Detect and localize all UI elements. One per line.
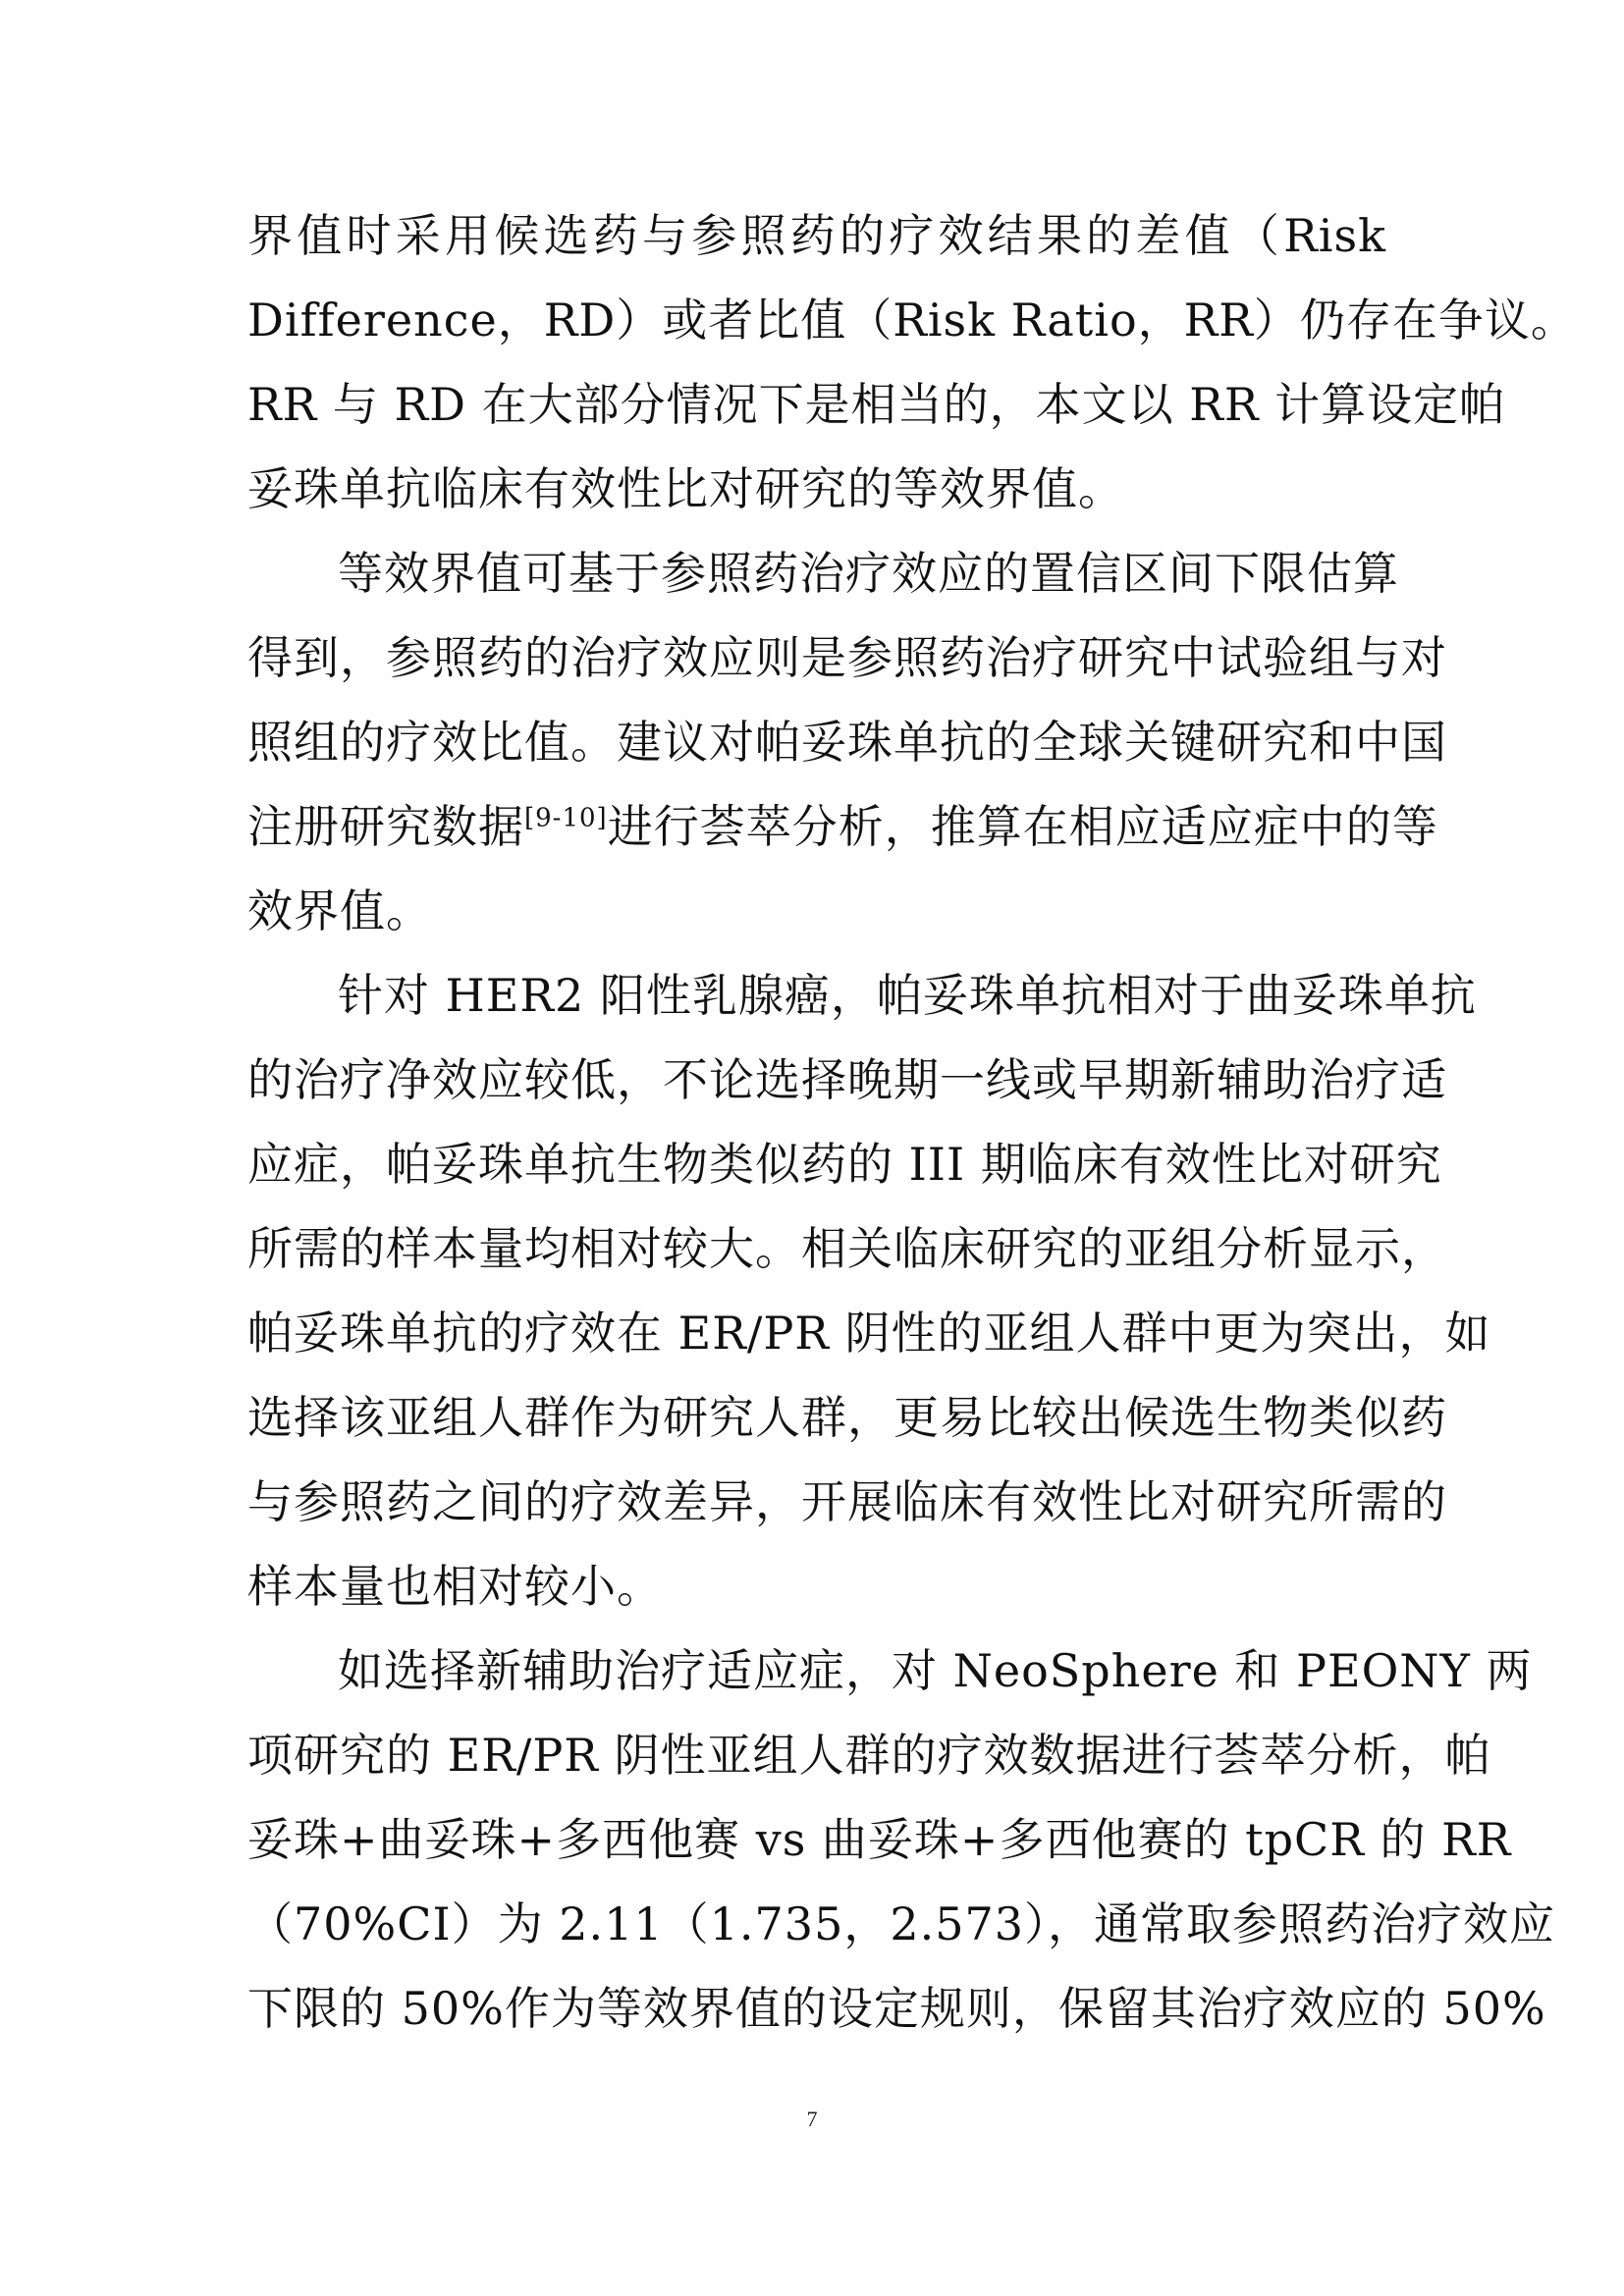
text-segment: 进行荟萃分析，推算在相应适应症中的等	[607, 800, 1438, 853]
text-line: 选择该亚组人群作为研究人群，更易比较出候选生物类似药	[247, 1391, 1447, 1444]
text-line: 妥珠单抗临床有效性比对研究的等效界值。	[247, 462, 1124, 515]
text-line: 所需的样本量均相对较大。相关临床研究的亚组分析显示，	[247, 1222, 1447, 1275]
text-line: 项研究的 ER/PR 阴性亚组人群的疗效数据进行荟萃分析，帕	[247, 1729, 1491, 1782]
citation-reference: [9-10]	[524, 803, 608, 833]
paragraph-1	[247, 193, 1577, 531]
text-line: 与参照药之间的疗效差异，开展临床有效性比对研究所需的	[247, 1475, 1447, 1528]
text-line: 如选择新辅助治疗适应症，对 NeoSphere 和 PEONY 两	[338, 1644, 1533, 1697]
text-line: 照组的疗效比值。建议对帕妥珠单抗的全球关键研究和中国	[247, 716, 1447, 769]
text-line: 效界值。	[247, 884, 432, 937]
text-line: RR 与 RD 在大部分情况下是相当的，本文以 RR 计算设定帕	[247, 378, 1506, 431]
text-line: 的治疗净效应较低，不论选择晚期一线或早期新辅助治疗适	[247, 1053, 1447, 1106]
text-line: 等效界值可基于参照药治疗效应的置信区间下限估算	[338, 547, 1399, 600]
text-line: 样本量也相对较小。	[247, 1560, 663, 1613]
paragraph-2	[247, 531, 1447, 953]
text-line: 得到，参照药的治疗效应则是参照药治疗研究中试验组与对	[247, 631, 1447, 684]
paragraph-3	[247, 953, 1491, 1629]
text-line: Difference，RD）或者比值（Risk Ratio，RR）仍存在争议。	[247, 294, 1577, 347]
text-line: 针对 HER2 阳性乳腺癌，帕妥珠单抗相对于曲妥珠单抗	[338, 969, 1477, 1022]
page-number: 7	[806, 2107, 818, 2131]
text-line: 应症，帕妥珠单抗生物类似药的 III 期临床有效性比对研究	[247, 1138, 1442, 1191]
text-line: 下限的 50%作为等效界值的设定规则，保留其治疗效应的 50%	[247, 1982, 1546, 2035]
body-text	[247, 193, 1577, 2051]
text-line: （70%CI）为 2.11（1.735，2.573），通常取参照药治疗效应	[247, 1897, 1556, 1950]
text-line: 帕妥珠单抗的疗效在 ER/PR 阴性的亚组人群中更为突出，如	[247, 1307, 1491, 1360]
text-segment: 注册研究数据	[247, 800, 524, 853]
text-line-with-citation	[247, 784, 1438, 869]
text-line: 界值时采用候选药与参照药的疗效结果的差值（Risk	[247, 209, 1386, 262]
text-line: 妥珠+曲妥珠+多西他赛 vs 曲妥珠+多西他赛的 tpCR 的 RR	[247, 1813, 1512, 1866]
paragraph-4	[247, 1629, 1556, 2051]
